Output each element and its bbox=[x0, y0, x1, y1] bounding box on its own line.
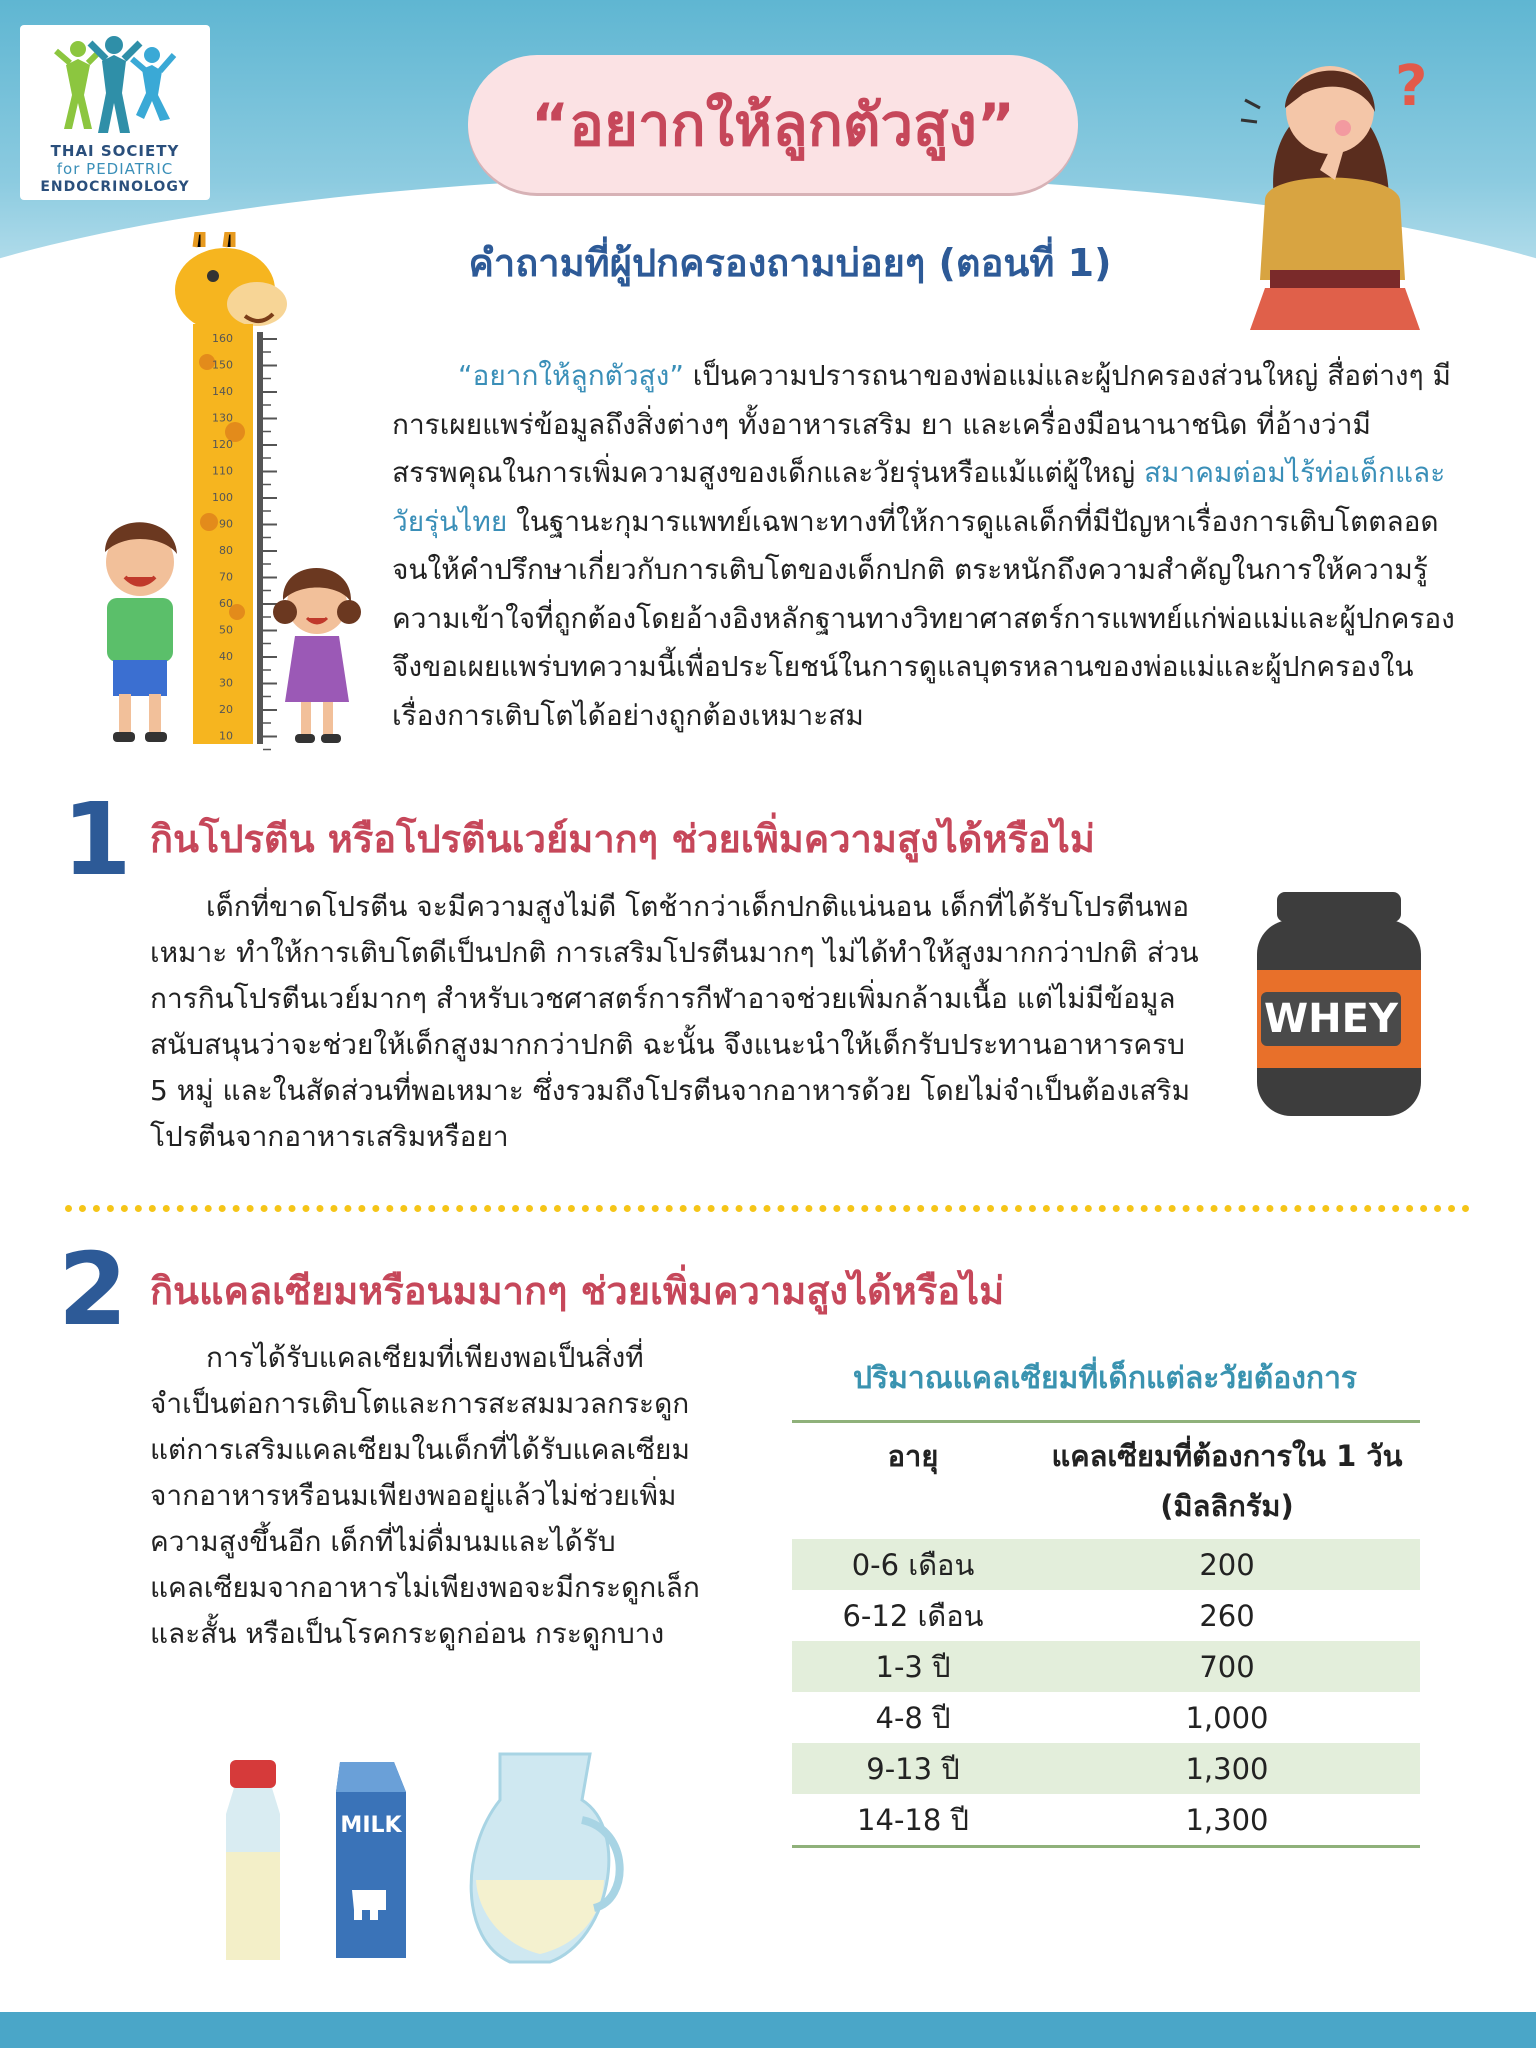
intro-quote: “อยากให้ลูกตัวสูง” bbox=[458, 359, 684, 392]
ruler-tick-label: 50 bbox=[219, 623, 233, 637]
intro-text-1: เป็นความปรารถนาของพ่อแม่และผู้ปกครองส่วนใหญ่ สื่อต่างๆ มีการเผยแพร่ข้อมูลถึงสิ่งต่างๆ ทั้งอาหารเสริม ยา และเครื่องมือนานาชนิด ที่อ้างว่ามีสรรพคุณในการเพิ่มความสูงของเด็กและวัยรุ่นหรือแม้แต่ผู้ใหญ่ bbox=[392, 359, 1451, 489]
ruler-tick-label: 120 bbox=[212, 438, 233, 451]
section-1-body bbox=[150, 884, 1210, 1160]
section-2-body-text: การได้รับแคลเซียมที่เพียงพอเป็นสิ่งที่จำเป็นต่อการเติบโตและการสะสมมวลกระดูก แต่การเสริมแคลเซียมในเด็กที่ได้รับแคลเซียมจากอาหารหรือนมเพียงพออยู่แล้วไม่ช่วยเพิ่มความสูงขึ้นอีก เด็กที่ไม่ดื่มนมและได้รับแคลเซียมจากอาหารไม่เพียงพอจะมีกระดูกเล็กและสั้น หรือเป็นโรคกระดูกอ่อน กระดูกบาง bbox=[150, 1341, 700, 1650]
section-1-number: 1 bbox=[62, 781, 132, 898]
society-logo bbox=[20, 25, 210, 200]
table-row bbox=[792, 1794, 1420, 1847]
section-1-question: กินโปรตีน หรือโปรตีนเวย์มากๆ ช่วยเพิ่มความสูงได้หรือไม่ bbox=[150, 817, 1095, 861]
ruler-minor-tick bbox=[263, 669, 271, 671]
column-header-age: อายุ bbox=[792, 1422, 1034, 1540]
table-row bbox=[792, 1692, 1420, 1743]
ruler-minor-tick bbox=[263, 457, 271, 459]
ruler-minor-tick bbox=[263, 696, 271, 698]
ruler-tick-label: 20 bbox=[219, 703, 233, 716]
calcium-table-title: ปริมาณแคลเซียมที่เด็กแต่ละวัยต้องการ bbox=[852, 1361, 1358, 1396]
ruler-tick-label: 110 bbox=[212, 464, 233, 478]
ruler-tick-mark bbox=[263, 630, 277, 632]
ruler-tick-mark bbox=[263, 338, 277, 340]
whey-label: WHEY bbox=[1264, 996, 1398, 1042]
ruler-minor-tick bbox=[263, 510, 271, 512]
age-cell: 4-8 ปี bbox=[875, 1700, 951, 1735]
section-2-question: กินแคลเซียมหรือนมมากๆ ช่วยเพิ่มความสูงได้หรือไม่ bbox=[150, 1269, 1005, 1313]
society-name: สมาคมต่อมไร้ท่อเด็กและวัยรุ่นไทย bbox=[392, 456, 1446, 538]
ruler-tick-mark bbox=[263, 603, 277, 605]
calcium-cell: 1,300 bbox=[1034, 1743, 1420, 1794]
ruler-tick-mark bbox=[263, 444, 277, 446]
ruler-minor-tick bbox=[263, 643, 271, 645]
ruler-minor-tick bbox=[263, 616, 271, 618]
calcium-cell: 1,300 bbox=[1034, 1794, 1420, 1847]
ruler-tick-label: 30 bbox=[219, 676, 233, 690]
ruler-minor-tick bbox=[263, 404, 271, 406]
logo-line-3: ENDOCRINOLOGY bbox=[40, 179, 190, 195]
ruler-tick-label: 100 bbox=[212, 491, 233, 504]
bottom-background-band bbox=[0, 2012, 1536, 2048]
section-divider bbox=[65, 1205, 1470, 1212]
ruler-tick-label: 150 bbox=[212, 358, 233, 372]
ruler-tick-label: 40 bbox=[219, 650, 233, 663]
ruler-minor-tick bbox=[263, 537, 271, 539]
milk-carton-icon bbox=[336, 1762, 406, 1958]
age-cell: 14-18 ปี bbox=[792, 1794, 1034, 1847]
giraffe-height-chart-illustration bbox=[85, 232, 380, 752]
whey-protein-jar-icon bbox=[1255, 892, 1423, 1118]
calcium-cell: 200 bbox=[1034, 1539, 1420, 1590]
table-row bbox=[792, 1539, 1420, 1590]
ruler-tick-mark bbox=[263, 365, 277, 367]
ruler-tick-mark bbox=[263, 391, 277, 393]
age-cell: 9-13 ปี bbox=[792, 1743, 1034, 1794]
jumping-kids-icon bbox=[48, 33, 182, 143]
ruler-minor-tick bbox=[263, 351, 271, 353]
ruler-tick-label: 160 bbox=[212, 332, 233, 345]
section-2-body bbox=[150, 1335, 710, 1657]
table-row bbox=[792, 1641, 1420, 1692]
svg-text:?: ? bbox=[1395, 54, 1428, 119]
table-row bbox=[792, 1590, 1420, 1641]
ruler-tick-mark bbox=[263, 736, 277, 738]
logo-line-2: for PEDIATRIC bbox=[56, 160, 174, 178]
column-header-calcium: แคลเซียมที่ต้องการใน 1 วัน (มิลลิกรัม) bbox=[1034, 1422, 1420, 1540]
ruler-tick-mark bbox=[263, 656, 277, 658]
ruler-minor-tick bbox=[263, 749, 271, 751]
section-2-number: 2 bbox=[58, 1231, 128, 1348]
intro-paragraph bbox=[392, 352, 1462, 740]
ruler-tick-label: 140 bbox=[212, 385, 233, 398]
page-title: “อยากให้ลูกตัวสูง” bbox=[531, 90, 1015, 159]
title-banner bbox=[468, 55, 1078, 193]
milk-jug-icon bbox=[471, 1754, 620, 1962]
page-subtitle: คำถามที่ผู้ปกครองถามบ่อยๆ (ตอนที่ 1) bbox=[468, 241, 1112, 285]
calcium-table-header bbox=[792, 1422, 1420, 1540]
ruler-tick-mark bbox=[263, 471, 277, 473]
ruler-tick-label: 10 bbox=[219, 729, 233, 743]
ruler-minor-tick bbox=[263, 484, 271, 486]
ruler-tick-label: 130 bbox=[212, 411, 233, 425]
calcium-table bbox=[792, 1420, 1420, 1848]
table-row bbox=[792, 1743, 1420, 1794]
logo-line-1: THAI SOCIETY bbox=[50, 142, 180, 160]
ruler-minor-tick bbox=[263, 378, 271, 380]
thinking-woman-illustration bbox=[1225, 30, 1435, 330]
ruler-tick-mark bbox=[263, 524, 277, 526]
age-cell: 6-12 เดือน bbox=[842, 1598, 984, 1633]
ruler-tick-label: 80 bbox=[219, 544, 233, 557]
ruler-tick-mark bbox=[263, 577, 277, 579]
age-cell: 1-3 ปี bbox=[792, 1641, 1034, 1692]
ruler-tick-mark bbox=[263, 497, 277, 499]
ruler-minor-tick bbox=[263, 722, 271, 724]
calcium-cell: 1,000 bbox=[1185, 1700, 1269, 1735]
ruler-minor-tick bbox=[263, 431, 271, 433]
ruler-tick-label: 70 bbox=[219, 570, 233, 584]
ruler-tick-label: 90 bbox=[219, 517, 233, 531]
ruler-minor-tick bbox=[263, 590, 271, 592]
ruler-tick-mark bbox=[263, 683, 277, 685]
calcium-cell: 700 bbox=[1034, 1641, 1420, 1692]
ruler-minor-tick bbox=[263, 563, 271, 565]
milk-bottle-icon bbox=[226, 1760, 280, 1960]
age-cell: 0-6 เดือน bbox=[792, 1539, 1034, 1590]
milk-label: MILK bbox=[340, 1813, 402, 1838]
section-1-body-text: เด็กที่ขาดโปรตีน จะมีความสูงไม่ดี โตช้ากว่าเด็กปกติแน่นอน เด็กที่ได้รับโปรตีนพอเหมาะ ทำให้การเติบโตดีเป็นปกติ การเสริมโปรตีนมากๆ ไม่ได้ทำให้สูงมากกว่าปกติ ส่วนการกินโปรตีนเวย์มากๆ สำหรับเวชศาสตร์การกีฬาอาจช่วยเพิ่มกล้ามเนื้อ แต่ไม่มีข้อมูลสนับสนุนว่าจะช่วยให้เด็กสูงมากกว่าปกติ ฉะนั้น จึงแนะนำให้เด็กรับประทานอาหารครบ 5 หมู่ และในสัดส่วนที่พอเหมาะ ซึ่งรวมถึงโปรตีนจากอาหารด้วย โดยไม่จำเป็นต้องเสริมโปรตีนจากอาหารเสริมหรือยา bbox=[150, 890, 1199, 1153]
ruler-tick-mark bbox=[263, 550, 277, 552]
milk-products-illustration bbox=[210, 1740, 650, 1970]
ruler-tick-label: 60 bbox=[219, 597, 233, 610]
calcium-cell: 260 bbox=[1199, 1598, 1255, 1633]
intro-text-2: ในฐานะกุมารแพทย์เฉพาะทางที่ให้การดูแลเด็กที่มีปัญหาเรื่องการเติบโตตลอดจนให้คำปรึกษาเกี่ยวกับการเติบโตของเด็กปกติ ตระหนักถึงความสำคัญในการให้ความรู้ความเข้าใจที่ถูกต้องโดยอ้างอิงหลักฐานทางวิทยาศาสตร์การแพทย์แก่พ่อแม่และผู้ปกครอง จึงขอเผยแพร่บทความนี้เพื่อประโยชน์ในการดูแลบุตรหลานของพ่อแม่และผู้ปกครองในเรื่องการเติบโตได้อย่างถูกต้องเหมาะสม bbox=[392, 504, 1455, 732]
ruler-tick-mark bbox=[263, 418, 277, 420]
ruler-tick-mark bbox=[263, 709, 277, 711]
